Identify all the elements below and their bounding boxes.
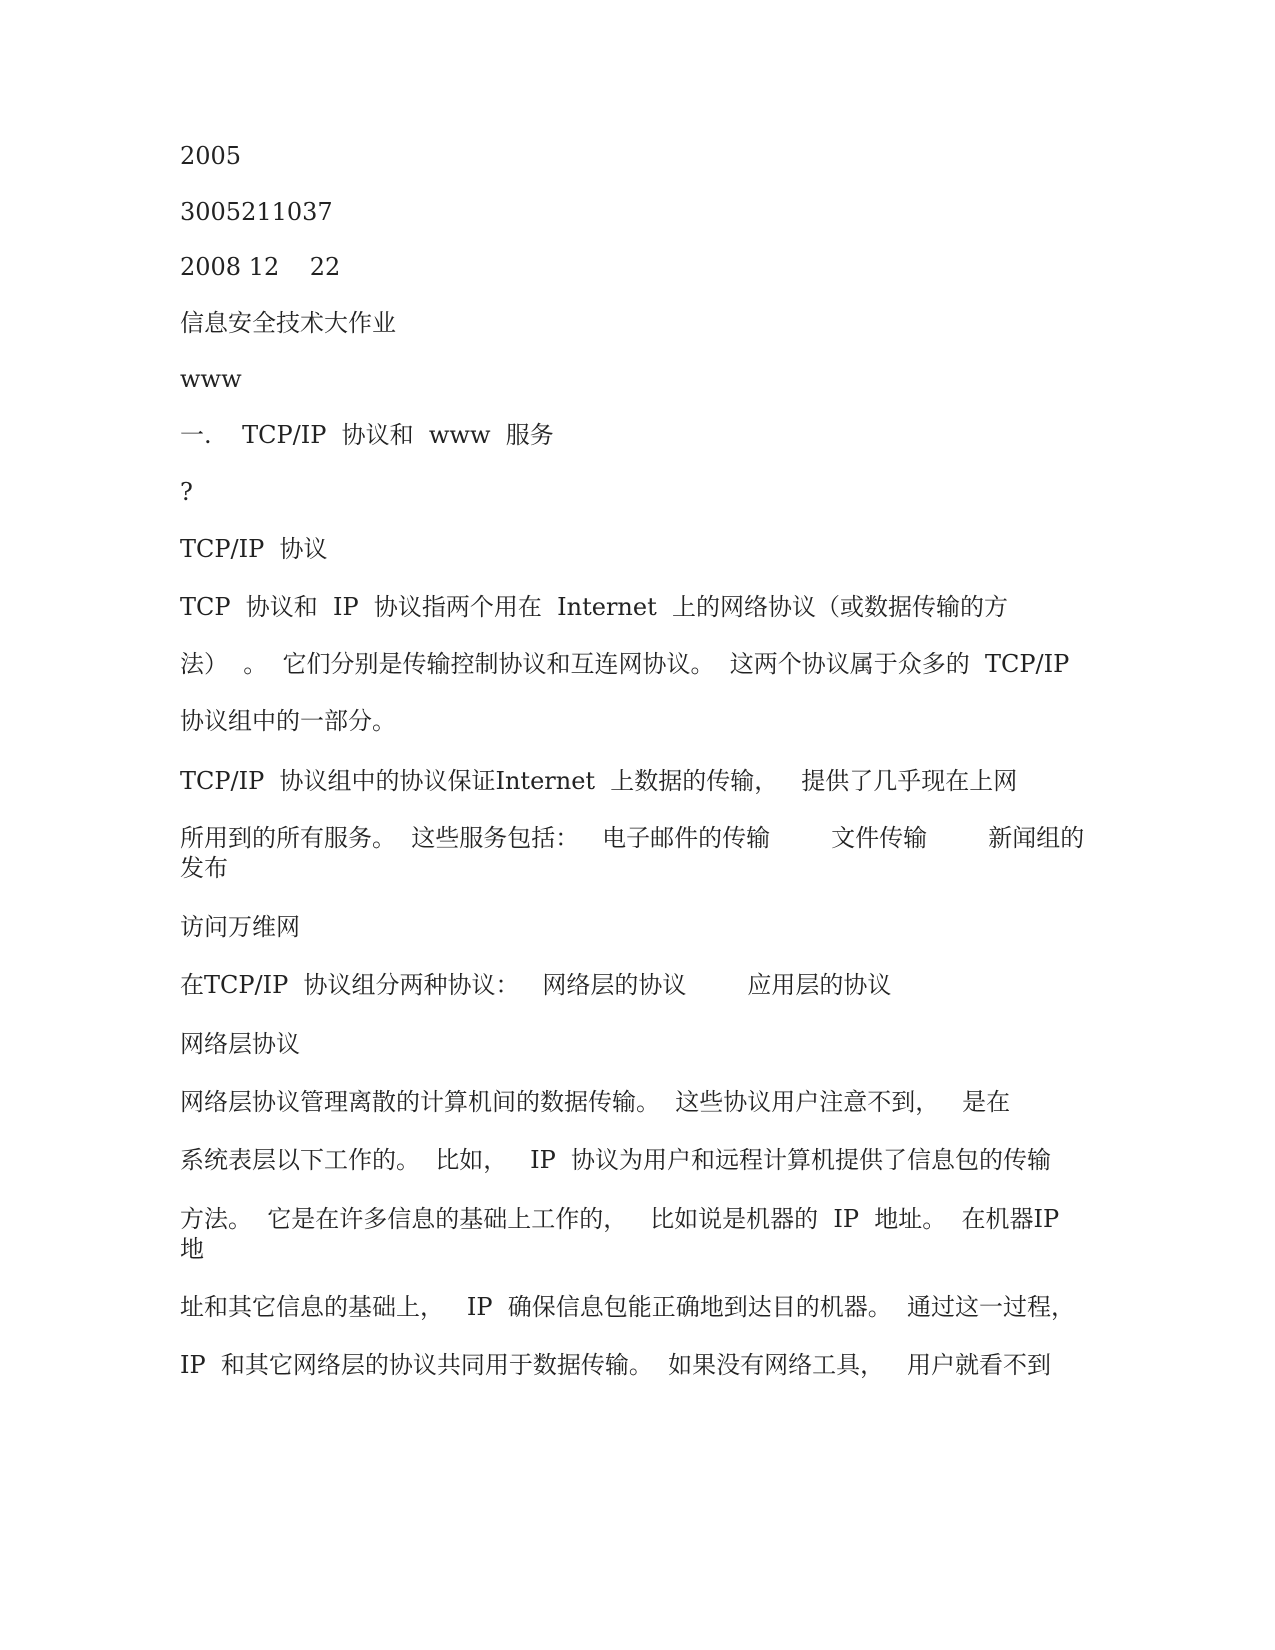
text-line: 2005 xyxy=(180,142,242,170)
paragraph-line: 协议组中的一部分。 xyxy=(180,707,396,735)
text-line: 3005211037 xyxy=(180,198,333,226)
paragraph-line: 发布 xyxy=(180,854,228,882)
paragraph-line: IP 和其它网络层的协议共同用于数据传输。 如果没有网络工具， 用户就看不到 xyxy=(180,1351,1052,1379)
paragraph-line: 所用到的所有服务。 这些服务包括： 电子邮件的传输 文件传输 新闻组的 xyxy=(180,824,1085,852)
paragraph-line: 法） 。 它们分别是传输控制协议和互连网协议。 这两个协议属于众多的 TCP/IP xyxy=(180,650,1070,678)
paragraph-line: TCP/IP 协议组中的协议保证Internet 上数据的传输， 提供了几乎现在上网 xyxy=(180,767,1018,795)
paragraph-line: 方法。 它是在许多信息的基础上工作的， 比如说是机器的 IP 地址。 在机器IP xyxy=(180,1205,1060,1233)
paragraph-line: 地 xyxy=(180,1235,204,1263)
paragraph-line: 在TCP/IP 协议组分两种协议： 网络层的协议 应用层的协议 xyxy=(180,971,892,999)
document-title: 信息安全技术大作业 xyxy=(180,309,396,337)
paragraph-line: TCP 协议和 IP 协议指两个用在 Internet 上的网络协议（或数据传输的方 xyxy=(180,593,1008,621)
paragraph-line: 址和其它信息的基础上， IP 确保信息包能正确地到达目的机器。 通过这一过程， xyxy=(180,1293,1076,1321)
subsection-heading: TCP/IP 协议 xyxy=(180,535,328,563)
paragraph-line: 访问万维网 xyxy=(180,913,300,941)
text-line: 2008 12 22 xyxy=(180,253,341,281)
subsection-heading: 网络层协议 xyxy=(180,1030,300,1058)
text-line: ? xyxy=(180,478,193,506)
paragraph-line: 系统表层以下工作的。 比如， IP 协议为用户和远程计算机提供了信息包的传输 xyxy=(180,1146,1052,1174)
section-heading: 一. TCP/IP 协议和 www 服务 xyxy=(180,421,554,449)
text-line: www xyxy=(180,365,242,393)
paragraph-line: 网络层协议管理离散的计算机间的数据传输。 这些协议用户注意不到， 是在 xyxy=(180,1088,1011,1116)
